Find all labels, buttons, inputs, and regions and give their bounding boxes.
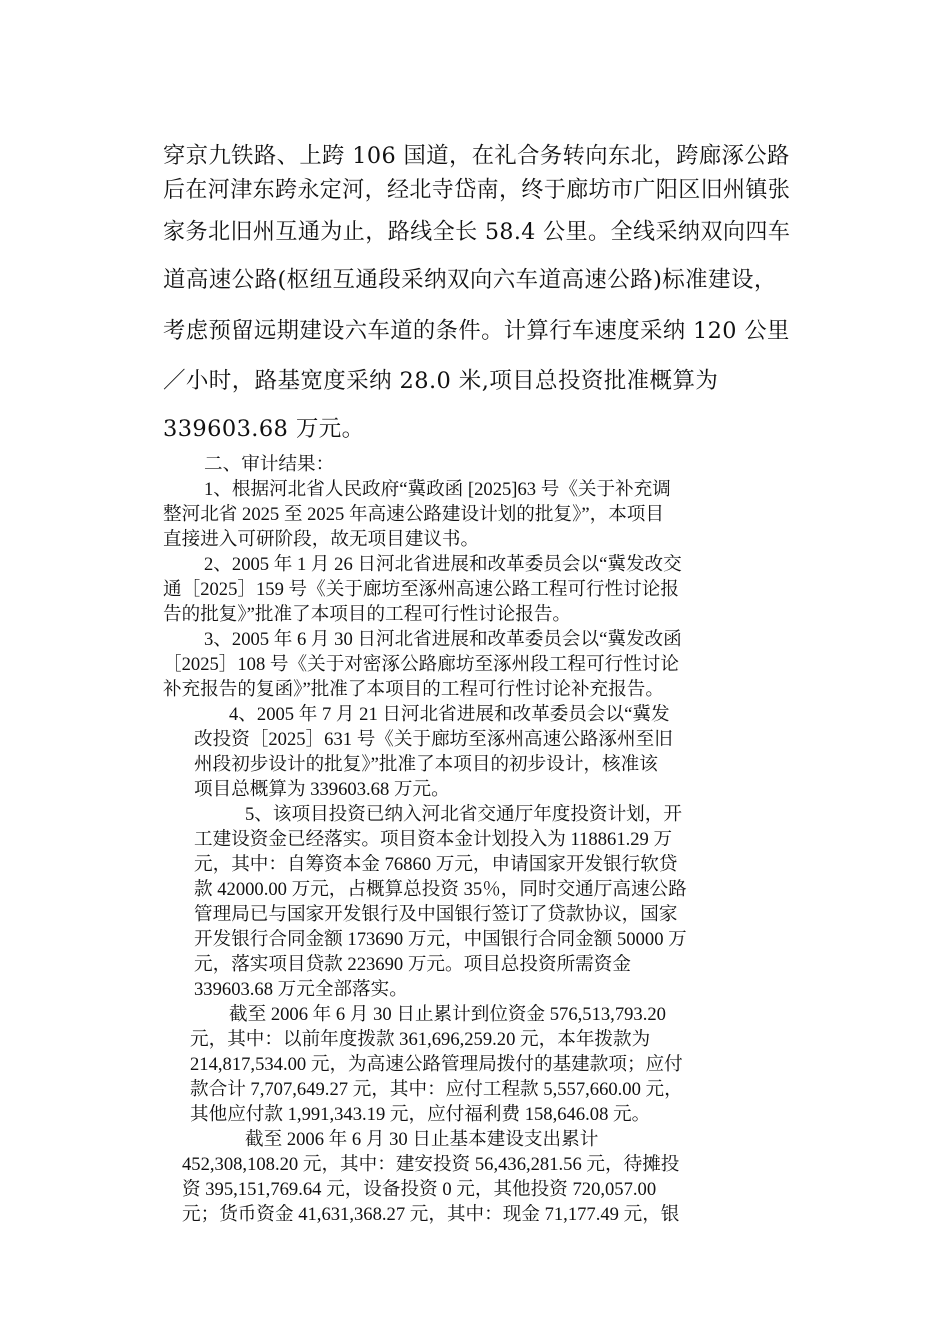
intro-line: 339603.68 万元。 — [163, 416, 365, 442]
paragraph-line: 339603.68 万元全部落实。 — [194, 979, 408, 1000]
section-heading: 二、审计结果： — [204, 454, 335, 475]
paragraph-line: 改投资［2025］631 号《关于廊坊至涿州高速公路涿州至旧 — [194, 729, 673, 750]
intro-line: ／小时，路基宽度采纳 28.0 米,项目总投资批准概算为 — [163, 368, 719, 394]
paragraph-line: 其他应付款 1,991,343.19 元，应付福利费 158,646.08 元。 — [190, 1104, 651, 1125]
paragraph-line: 开发银行合同金额 173690 万元，中国银行合同金额 50000 万 — [194, 929, 687, 950]
paragraph-line: 元；货币资金 41,631,368.27 元，其中：现金 71,177.49 元，银 — [182, 1204, 680, 1225]
paragraph-line: 元，落实项目贷款 223690 万元。项目总投资所需资金 — [194, 954, 631, 975]
paragraph-line: 截至 2006 年 6 月 30 日止累计到位资金 576,513,793.20 — [229, 1004, 666, 1025]
intro-line: 后在河津东跨永定河，经北寺岱南，终于廊坊市广阳区旧州镇张 — [163, 177, 791, 203]
paragraph-line: 款 42000.00 万元，占概算总投资 35％，同时交通厅高速公路 — [194, 879, 687, 900]
paragraph-line: 452,308,108.20 元，其中：建安投资 56,436,281.56 元，待摊投 — [182, 1154, 680, 1175]
paragraph-line: 元，其中：以前年度拨款 361,696,259.20 元，本年拨款为 — [190, 1029, 651, 1050]
paragraph-line: 直接进入可研阶段，故无项目建议书。 — [163, 529, 480, 550]
paragraph-line: 项目总概算为 339603.68 万元。 — [194, 779, 450, 800]
paragraph-line: 补充报告的复函》”批准了本项目的工程可行性讨论补充报告。 — [163, 679, 664, 700]
paragraph-line: 管理局已与国家开发银行及中国银行签订了贷款协议，国家 — [194, 904, 678, 925]
paragraph-line: 5、该项目投资已纳入河北省交通厅年度投资计划，开 — [245, 804, 682, 825]
paragraph-line: 截至 2006 年 6 月 30 日止基本建设支出累计 — [245, 1129, 599, 1150]
paragraph-line: 3、2005 年 6 月 30 日河北省进展和改革委员会以“冀发改函 — [204, 629, 682, 650]
paragraph-line: 2、2005 年 1 月 26 日河北省进展和改革委员会以“冀发改交 — [204, 554, 682, 575]
paragraph-line: 元，其中：自筹资本金 76860 万元，申请国家开发银行软贷 — [194, 854, 678, 875]
intro-line: 家务北旧州互通为止，路线全长 58.4 公里。全线采纳双向四车 — [163, 219, 791, 245]
paragraph-line: 4、2005 年 7 月 21 日河北省进展和改革委员会以“冀发 — [229, 704, 670, 725]
paragraph-line: 214,817,534.00 元，为高速公路管理局拨付的基建款项；应付 — [190, 1054, 683, 1075]
paragraph-line: ［2025］108 号《关于对密涿公路廊坊至涿州段工程可行性讨论 — [163, 654, 679, 675]
paragraph-line: 通［2025］159 号《关于廊坊至涿州高速公路工程可行性讨论报 — [163, 579, 679, 600]
paragraph-line: 州段初步设计的批复》”批准了本项目的初步设计，核准该 — [194, 754, 658, 775]
intro-line: 道高速公路(枢纽互通段采纳双向六车道高速公路)标准建设， — [163, 267, 777, 293]
intro-line: 考虑预留远期建设六车道的条件。计算行车速度采纳 120 公里 — [163, 318, 790, 344]
paragraph-line: 告的批复》”批准了本项目的工程可行性讨论报告。 — [163, 604, 572, 625]
paragraph-line: 1、根据河北省人民政府“冀政函 [2025]63 号《关于补充调 — [204, 479, 671, 500]
intro-line: 穿京九铁路、上跨 106 国道，在礼合务转向东北，跨廊涿公路 — [163, 143, 790, 169]
paragraph-line: 工建设资金已经落实。项目资本金计划投入为 118861.29 万 — [194, 829, 673, 850]
paragraph-line: 款合计 7,707,649.27 元，其中：应付工程款 5,557,660.00 元， — [190, 1079, 683, 1100]
paragraph-line: 整河北省 2025 至 2025 年高速公路建设计划的批复》”，本项目 — [163, 504, 664, 525]
paragraph-line: 资 395,151,769.64 元，设备投资 0 元，其他投资 720,057.00 — [182, 1179, 657, 1200]
